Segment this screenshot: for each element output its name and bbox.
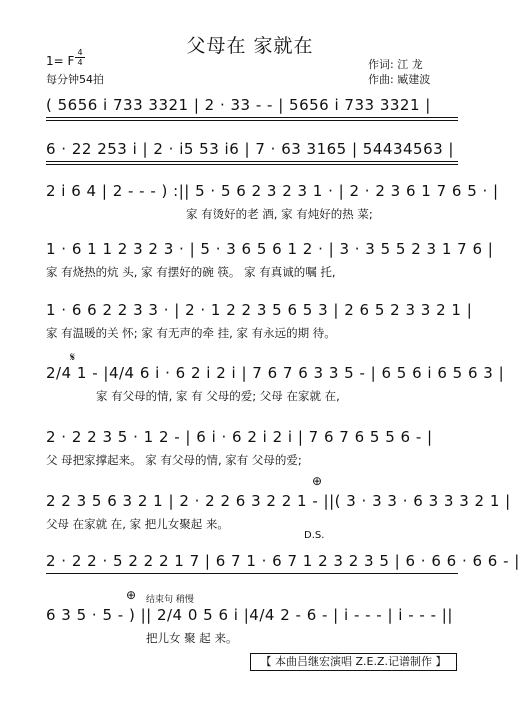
meter-bottom: 4	[75, 57, 85, 67]
score-system-7	[46, 428, 458, 488]
lyric-line: 父母 在家就 在, 家 把儿女聚起 来。	[46, 517, 229, 531]
score-system-5	[46, 301, 473, 361]
notation-line: ( 5656 i 733 3321 | 2 · 33 - - | 5656 i 733 3321 |	[46, 96, 431, 114]
meter-top: 4	[77, 48, 83, 57]
coda-label: 结束句 稍慢	[146, 595, 194, 605]
lyric-line: 把儿女 聚 起 来。	[146, 631, 238, 645]
beam-lines	[46, 117, 458, 125]
footer-credit: 【 本曲吕继宏演唱 Z.E.Z.记谱制作 】	[250, 653, 457, 671]
key-signature: 1= F	[46, 54, 75, 68]
score-system-3	[46, 182, 499, 242]
lyric-line: 家 有烧热的炕 头, 家 有摆好的碗 筷。 家 有真诚的嘱 托,	[46, 265, 336, 279]
time-signature	[75, 48, 85, 67]
notation-line: 6 · 22 253 i | 2 · i5 53 i6 | 7 · 63 3165 | 54434563 |	[46, 140, 454, 158]
notation-line: 1 · 6 6 2 2 3 3 · | 2 · 1 2 2 3 5 6 5 3 | 2 6 5 2 3 3 2 1 |	[46, 301, 473, 319]
score-system-6	[46, 364, 505, 424]
lyricist-credit: 作词: 江 龙	[368, 58, 423, 71]
segno-sign: 𝄋	[70, 350, 76, 364]
notation-line: 6 3 5 · 5 - ) || 2/4 0 5 6 i |4/4 2 - 6 - | i - - - | i - - - ||	[46, 606, 453, 624]
lyric-line: 父 母把家撑起来。 家 有父母的情, 家有 父母的爱;	[46, 453, 302, 467]
beam-lines	[46, 161, 458, 169]
song-title: 父母在 家就在	[186, 35, 314, 57]
coda-sign-top: ⊕	[312, 474, 323, 488]
lyric-line: 家 有父母的情, 家 有 父母的爱; 父母 在家就 在,	[96, 389, 340, 403]
notation-line: 2 2 3 5 6 3 2 1 | 2 · 2 2 6 3 2 2 1 - ||( 3 · 3 3 · 6 3 3 3 2 1 |	[46, 492, 511, 510]
coda-sign-bottom: ⊕	[126, 588, 137, 602]
beam-lines	[46, 573, 458, 581]
notation-line: 2 · 2 2 3 5 · 1 2 - | 6 i · 6 2 i 2 i | 7 6 7 6 5 5 6 - |	[46, 428, 433, 446]
tempo-marking: 每分钟54拍	[46, 73, 104, 86]
notation-line: 2 i 6 4 | 2 - - - ) :|| 5 · 5 6 2 3 2 3 1 · | 2 · 2 3 6 1 7 6 5 · |	[46, 182, 499, 200]
notation-line: 1 · 6 1 1 2 3 2 3 · | 5 · 3 6 5 6 1 2 · | 3 · 3 5 5 2 3 1 7 6 |	[46, 240, 494, 258]
notation-line: 2 · 2 2 · 5 2 2 2 1 7 | 6 7 1 · 6 7 1 2 3 2 3 5 | 6 · 6 6 · 6 6 - |	[46, 552, 520, 570]
lyric-line: 家 有温暖的关 怀; 家 有无声的牵 挂, 家 有永远的期 待。	[46, 326, 336, 340]
composer-credit: 作曲: 臧建波	[368, 73, 431, 86]
score-system-8	[46, 492, 511, 552]
lyric-line: 家 有烫好的老 酒, 家 有炖好的热 菜;	[186, 207, 373, 221]
ds-marking: D.S.	[304, 530, 325, 541]
score-system-9	[46, 552, 520, 612]
score-system-4	[46, 240, 494, 300]
notation-line: 2/4 1 - |4/4 6 i · 6 2 i 2 i | 7 6 7 6 3 3 5 - | 6 5 6 i 6 5 6 3 |	[46, 364, 505, 382]
